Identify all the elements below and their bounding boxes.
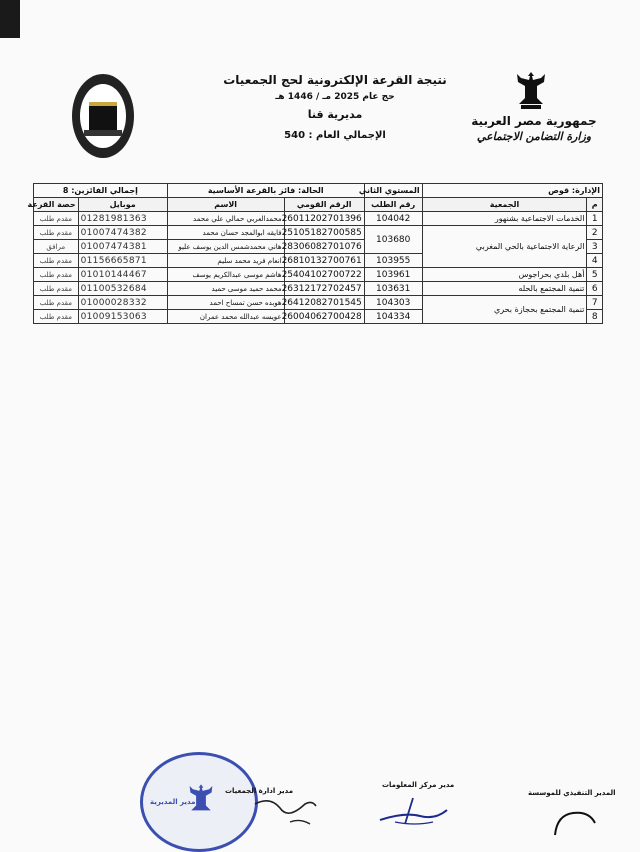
- name-cell: عويسه عبدالله محمد عمران: [167, 310, 284, 324]
- directorate-director-label: مدير المديرية: [150, 798, 196, 806]
- table-row: [34, 282, 603, 296]
- association-cell: تنمية المجتمع بالحله: [422, 282, 587, 296]
- hajj-kaaba-logo-icon: [72, 74, 134, 158]
- document-title-block: [220, 72, 450, 144]
- row-index: 2: [587, 226, 603, 240]
- table-row: [34, 268, 603, 282]
- share-cell: مرافق: [34, 240, 79, 254]
- scan-edge-shadow: [0, 0, 20, 38]
- table-header-row: [34, 198, 603, 212]
- association-cell: الخدمات الاجتماعية بشنهور: [422, 212, 587, 226]
- row-index: 3: [587, 240, 603, 254]
- request-no-cell: 104042: [364, 212, 422, 226]
- row-index: 4: [587, 254, 603, 268]
- grand-total: الإجمالي العام : 540: [284, 130, 386, 141]
- share-cell: مقدم طلب: [34, 226, 79, 240]
- level-label: المستوي الثاني: [364, 184, 422, 198]
- national-id-cell: 26004062700428: [284, 310, 364, 324]
- name-cell: محمدالعربي حمالي علي محمد: [167, 212, 284, 226]
- national-id-cell: 25105182700585: [284, 226, 364, 240]
- egypt-eagle-emblem-icon: [515, 70, 547, 110]
- request-no-cell: 104303: [364, 296, 422, 310]
- mobile-cell: 01281981363: [78, 212, 167, 226]
- page-title: نتيجة القرعة الإلكترونية لحج الجمعيات: [223, 73, 447, 87]
- info-center-label: مدير مركز المعلومات: [382, 781, 455, 789]
- row-index: 5: [587, 268, 603, 282]
- association-cell: تنمية المجتمع بحجازة بحري: [422, 296, 587, 324]
- lottery-results-table: [27, 183, 603, 324]
- directorate-name: مديرية قنا: [307, 108, 363, 121]
- col-national-id: الرقم القومي: [284, 198, 364, 212]
- col-mobile: موبايل: [78, 198, 167, 212]
- admin-label: الإدارة: قوص: [422, 184, 602, 198]
- mobile-cell: 01100532684: [78, 282, 167, 296]
- share-cell: مقدم طلب: [34, 282, 79, 296]
- name-cell: انعام فريد محمد سليم: [167, 254, 284, 268]
- mobile-cell: 01007474382: [78, 226, 167, 240]
- name-cell: فايقه ابوالمجد حسان محمد: [167, 226, 284, 240]
- associations-admin-label: مدير ادارة الجمعيات: [225, 787, 294, 795]
- exec-director-signature: [545, 805, 605, 835]
- issuer-block: [470, 114, 598, 143]
- national-id-cell: 26412082701545: [284, 296, 364, 310]
- col-share: حصة القرعة: [34, 198, 79, 212]
- associations-admin-signature: [250, 792, 320, 832]
- mobile-cell: 01010144467: [78, 268, 167, 282]
- mobile-cell: 01009153063: [78, 310, 167, 324]
- table-info-row: [34, 184, 603, 198]
- name-cell: محمد حميد موسى حميد: [167, 282, 284, 296]
- mobile-cell: 01000028332: [78, 296, 167, 310]
- status-label: الحالة: فائز بالقرعة الأساسية: [167, 184, 364, 198]
- name-cell: هاشم موسى عبدالكريم يوسف: [167, 268, 284, 282]
- col-index: م: [587, 198, 603, 212]
- share-cell: مقدم طلب: [34, 296, 79, 310]
- national-id-cell: 26011202701396: [284, 212, 364, 226]
- col-association: الجمعية: [422, 198, 587, 212]
- name-cell: هوبده حسن تمساح احمد: [167, 296, 284, 310]
- exec-director-label: المدير التنفيذي للموسسة: [528, 789, 616, 797]
- table-row: [34, 296, 603, 310]
- request-no-cell: 104334: [364, 310, 422, 324]
- info-center-signature: [375, 790, 455, 830]
- association-cell: الرعاية الاجتماعية بالحي المغربي: [422, 226, 587, 268]
- request-no-cell: 103955: [364, 254, 422, 268]
- table-row: [34, 212, 603, 226]
- table-row: [34, 226, 603, 240]
- row-index: 6: [587, 282, 603, 296]
- row-index: 7: [587, 296, 603, 310]
- share-cell: مقدم طلب: [34, 212, 79, 226]
- request-no-cell: 103680: [364, 226, 422, 254]
- country-name: جمهورية مصر العربية: [471, 114, 597, 128]
- hajj-year: حج عام 2025 مـ / 1446 هـ: [275, 92, 395, 102]
- share-cell: مقدم طلب: [34, 254, 79, 268]
- national-id-cell: 28306082701076: [284, 240, 364, 254]
- winners-count: إجمالي الفائزين: 8: [34, 184, 168, 198]
- share-cell: مقدم طلب: [34, 310, 79, 324]
- row-index: 8: [587, 310, 603, 324]
- request-no-cell: 103961: [364, 268, 422, 282]
- row-index: 1: [587, 212, 603, 226]
- national-id-cell: 26810132700761: [284, 254, 364, 268]
- request-no-cell: 103631: [364, 282, 422, 296]
- national-id-cell: 25404102700722: [284, 268, 364, 282]
- mobile-cell: 01007474381: [78, 240, 167, 254]
- ministry-name: وزارة التضامن الاجتماعي: [476, 130, 592, 143]
- name-cell: هاني محمدشمس الدين يوسف عليو: [167, 240, 284, 254]
- association-cell: أهل بلدي بحراجوس: [422, 268, 587, 282]
- share-cell: مقدم طلب: [34, 268, 79, 282]
- national-id-cell: 26312172702457: [284, 282, 364, 296]
- col-request-no: رقم الطلب: [364, 198, 422, 212]
- mobile-cell: 01156665871: [78, 254, 167, 268]
- col-name: الاسم: [167, 198, 284, 212]
